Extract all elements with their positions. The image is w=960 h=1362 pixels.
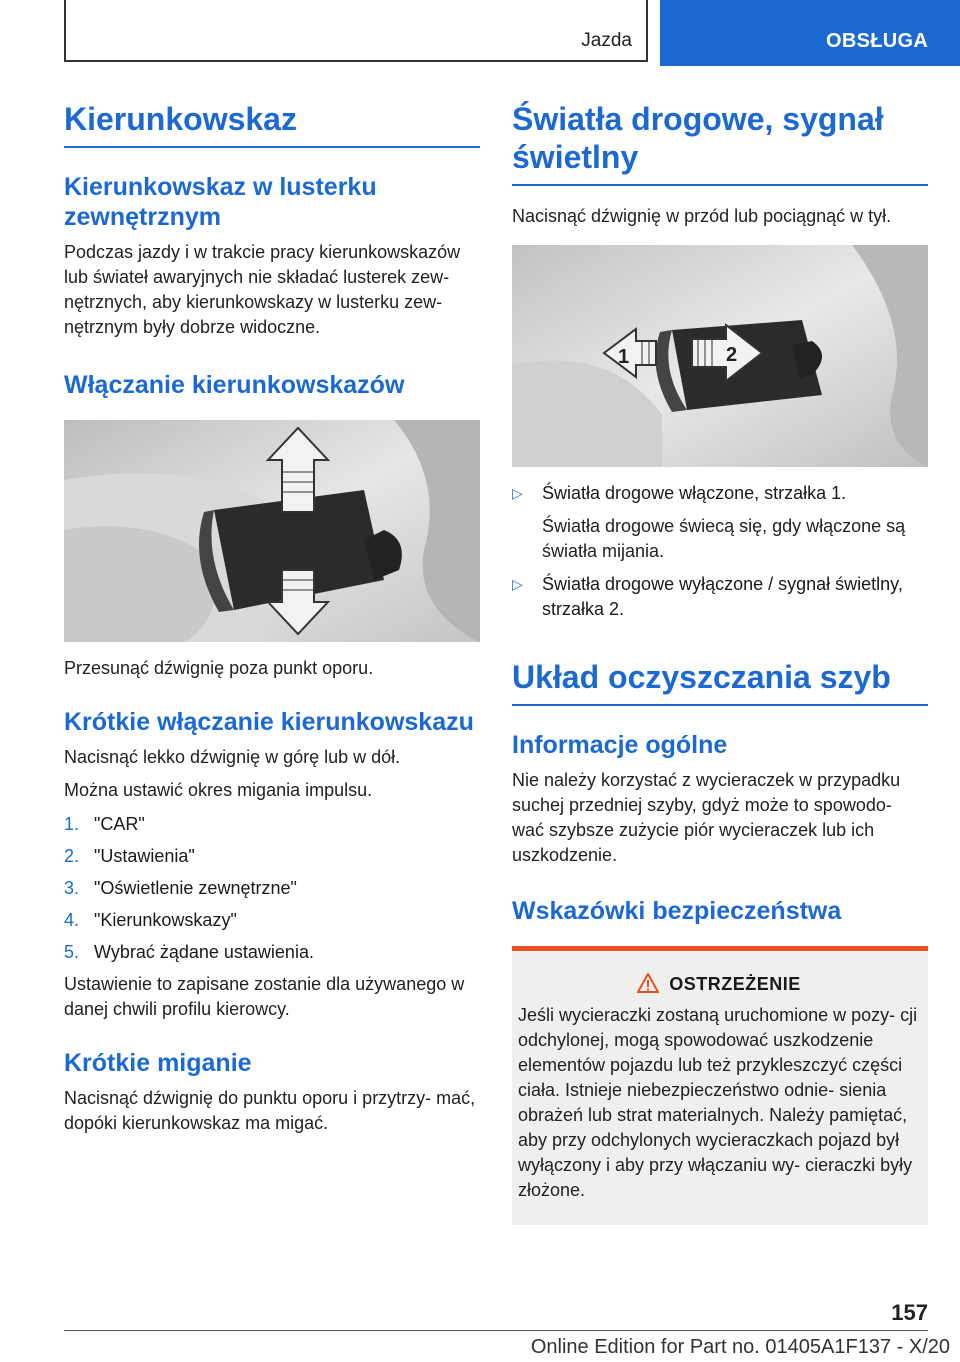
footer-edition: Online Edition for Part no. 01405A1F137 - X/20 [530, 1336, 950, 1358]
page-number: 157 [891, 1300, 928, 1325]
step-number: 1. [64, 814, 80, 834]
high-beam-bullet-list [512, 481, 928, 622]
warning-triangle-icon [637, 973, 659, 993]
bullet-text: Światła drogowe wyłączone / sygnał świetlny, strzałka 2. [542, 574, 903, 619]
footer-divider [64, 1330, 928, 1331]
step-text: Wybrać żądane ustawienia. [94, 942, 314, 962]
page-title-high-beams: Światła drogowe, sygnał świetlny [512, 100, 928, 186]
warning-box [512, 946, 928, 1225]
bullet-subtext: Światła drogowe świecą się, gdy włączone są światła mijania. [542, 516, 906, 561]
heading-general-info: Informacje ogólne [512, 731, 728, 759]
high-beam-lever-illustration [512, 245, 928, 467]
turn-signal-lever-figure [64, 420, 480, 642]
right-column [512, 100, 928, 1225]
warning-text: Jeśli wycieraczki zostaną uruchomione w pozy‐ cji odchylonej, mogą spowodować uszkodzenie elementów pojazdu lub też przykleszczyć części ciała. Istnieje niebezpieczeństwo odnie‐ sienia obrażeń lub strat materialnych. Należy pamiętać, aby przy odchylonych wycieraczkach pojazd był wyłączony i aby przy włączaniu wy‐ cieraczki były złożone. [518, 1005, 918, 1200]
switching-caption: Przesunąć dźwignię poza punkt oporu. [64, 658, 374, 678]
bullet-text: Światła drogowe włączone, strzałka 1. [542, 483, 847, 503]
brief-text-2: Można ustawić okres migania impulsu. [64, 780, 373, 800]
step-number: 5. [64, 942, 80, 962]
brief-after-text: Ustawienie to zapisane zostanie dla używanego w danej chwili profilu kierowcy. [64, 974, 465, 1019]
warning-title [518, 973, 920, 995]
header-section-title: Jazda [581, 30, 632, 51]
list-item [512, 572, 928, 622]
list-item [512, 481, 928, 564]
brief-text-1: Nacisnąć lekko dźwignię w górę lub w dół. [64, 747, 401, 767]
general-info-text: Nie należy korzystać z wycieraczek w przypadku suchej przedniej szyby, gdyż może to spowodo‐ wać szybsze zużycie piór wycieraczek lub ich uszkodzenie. [512, 770, 901, 865]
page-title-turn-signal: Kierunkowskaz [64, 100, 480, 148]
high-beams-intro: Nacisnąć dźwignię w przód lub pociągnąć w tył. [512, 206, 892, 226]
triangle-bullet-icon: ▷ [512, 576, 523, 592]
heading-brief-flash: Krótkie miganie [64, 1049, 252, 1077]
list-item [64, 812, 480, 837]
heading-safety-info: Wskazówki bezpieczeństwa [512, 897, 842, 925]
step-number: 3. [64, 878, 80, 898]
step-text: "CAR" [94, 814, 145, 834]
heading-mirror-signal: Kierunkowskaz w lusterku zewnętrznym [64, 173, 377, 231]
settings-steps-list [64, 812, 480, 965]
step-text: "Ustawienia" [94, 846, 195, 866]
heading-brief-signal: Krótkie włączanie kierunkowskazu [64, 708, 474, 736]
step-text: "Oświetlenie zewnętrzne" [94, 878, 297, 898]
arrow-1-label: 1 [618, 346, 630, 368]
list-item [64, 908, 480, 933]
arrow-2-label: 2 [726, 344, 738, 366]
left-column [64, 100, 480, 1136]
header-frame [64, 0, 648, 62]
section-title-wipers: Układ oczyszczania szyb [512, 658, 928, 706]
brief-flash-text: Nacisnąć dźwignię do punktu oporu i przytrzy‐ mać, dopóki kierunkowskaz ma migać. [64, 1088, 476, 1133]
header-tab-label: OBSŁUGA [826, 30, 929, 52]
step-number: 2. [64, 846, 80, 866]
warning-title-text: OSTRZEŻENIE [669, 974, 801, 994]
turn-signal-lever-illustration [64, 420, 480, 642]
list-item [64, 940, 480, 965]
heading-switching-on: Włączanie kierunkowskazów [64, 371, 405, 399]
triangle-bullet-icon: ▷ [512, 485, 523, 501]
step-text: "Kierunkowskazy" [94, 910, 237, 930]
list-item [64, 844, 480, 869]
mirror-signal-text: Podczas jazdy i w trakcie pracy kierunkowskazów lub świateł awaryjnych nie składać lusterek zew‐ nętrznych, aby kierunkowskazy w lusterku zew‐ nętrznym były dobrze widoczne. [64, 242, 461, 337]
step-number: 4. [64, 910, 80, 930]
list-item [64, 876, 480, 901]
high-beam-lever-figure [512, 245, 928, 467]
header-tab-obsluga[interactable] [660, 0, 960, 66]
